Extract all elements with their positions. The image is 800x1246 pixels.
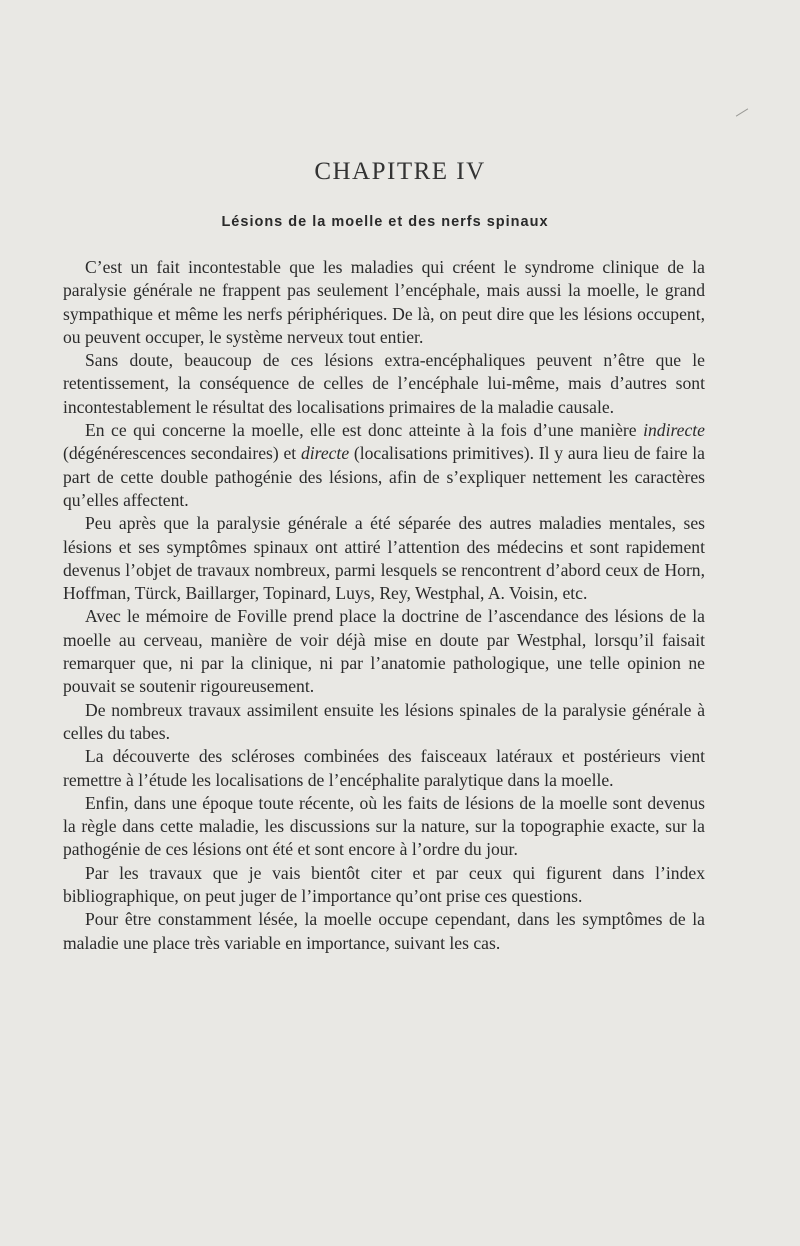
body-text — [63, 256, 705, 955]
chapter-title: CHAPITRE IV — [314, 158, 486, 185]
text-run: Par les travaux que je vais bientôt citer et par ceux qui figurent dans l’index bibliographique, on peut juger de l’importance qu’ont prise ces questions. — [63, 862, 705, 907]
section-title: Lésions de la moelle et des nerfs spinaux — [221, 214, 549, 230]
text-run: La découverte des scléroses combinées des faisceaux latéraux et postérieurs vient remettre à l’étude les localisations de l’encéphalite paralytique dans la moelle. — [63, 746, 705, 790]
paragraph — [63, 792, 705, 862]
text-run: Avec le mémoire de Foville prend place la doctrine de l’ascendance des lésions de la moelle au cerveau, manière de voir déjà mise en doute par Westphal, lorsqu’il faisait remarquer que, ni par la clinique, ni par l’anatomie pathologique, une telle opinion ne pouvait se soutenir rigoureusement. — [63, 606, 705, 697]
text-run: Peu après que la paralysie générale a été séparée des autres maladies mentales, ses lésions et ses symptômes spinaux ont attiré l’attention des médecins et sont rapidement devenus l’objet de travaux nombreux, parmi lesquels se rencontrent d’abord ceux de Horn, Hoffman, Türck, Baillarger, Topinard, Luys, Rey, Westphal, A. Voisin, etc. — [63, 513, 705, 604]
text-run: (localisations primitives). Il y aura lieu de faire la part de cette double pathogénie des lésions, afin de s’expliquer nettement les caractères qu’elles affectent. — [63, 443, 705, 510]
paragraph — [63, 699, 705, 746]
text-run: De nombreux travaux assimilent ensuite les lésions spinales de la paralysie générale à celles du tabes. — [63, 699, 705, 743]
paragraph — [63, 862, 705, 909]
page-blemish — [736, 108, 748, 116]
text-run: Enfin, dans une époque toute récente, où les faits de lésions de la moelle sont devenus la règle dans cette maladie, les discussions sur la nature, sur la topographie exacte, sur la pathogénie de ces lésions ont été et sont encore à l’ordre du jour. — [63, 792, 705, 860]
text-run: Sans doute, beaucoup de ces lésions extra-encéphaliques peuvent n’être que le retentissement, la conséquence de celles de l’encéphale lui-même, mais d’autres sont incontestablement le résultat des localisations primaires de la maladie causale. — [63, 350, 705, 417]
paragraph — [63, 908, 705, 955]
text-run: En ce qui concerne la moelle, elle est donc atteinte à la fois d’une manière — [85, 420, 644, 441]
paragraph — [63, 745, 705, 792]
paragraph — [63, 605, 705, 698]
paragraph — [63, 349, 705, 419]
italic-term: directe — [300, 443, 350, 464]
text-run: Pour être constamment lésée, la moelle occupe cependant, dans les symptômes de la maladie une place très variable en importance, suivant les cas. — [63, 909, 705, 953]
text-run: C’est un fait incontestable que les maladies qui créent le syndrome clinique de la paralysie générale ne frappent pas seulement l’encéphale, mais aussi la moelle, le grand sympathique et même les nerfs périphériques. De là, on peut dire que les lésions occupent, ou peuvent occuper, le système nerveux tout entier. — [63, 257, 705, 347]
paragraph — [63, 256, 705, 349]
paragraph — [63, 419, 705, 512]
text-run: (dégénérescences secondaires) et — [63, 443, 301, 464]
paragraph — [63, 512, 705, 605]
italic-term: indirecte — [643, 420, 705, 441]
